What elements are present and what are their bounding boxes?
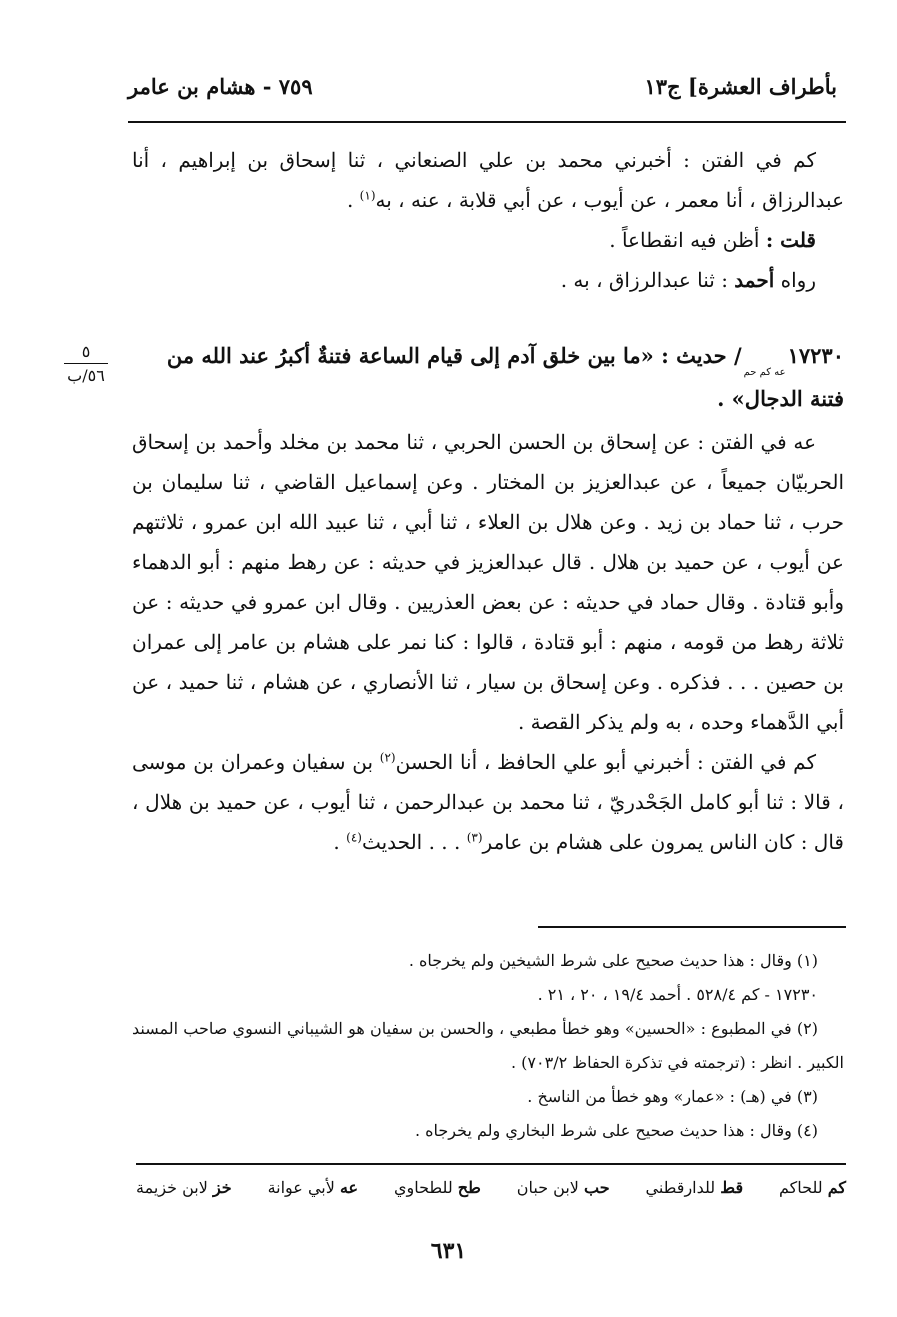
margin-folio-note (58, 343, 114, 386)
paragraph-4: عه في الفتن : عن إسحاق بن الحسن الحربي ، ثنا محمد بن مخلد وأحمد بن إسحاق الحربيّان جميعاً ، عن عبدالعزيز بن المختار . وعن إسماعيل القاضي ، ثنا سليمان بن حرب ، ثنا حماد بن زيد . وعن هلال بن العلاء ، ثنا أبي ، ثنا عبيد الله ابن عمرو ، ثلاثتهم عن أيوب ، عن حميد بن هلال . قال عبدالعزيز في حديثه : عن رهط منهم : أبو الدهماء وأبو قتادة . وقال حماد في حديثه : عن بعض العذريين . وقال ابن عمرو في حديثه : عن ثلاثة رهط من قومه ، منهم : أبو قتادة ، قالوا : كنا نمر على هشام بن عامر إلى عمران بن حصين . . . فذكره . وعن إسحاق بن سيار ، ثنا الأنصاري ، عن هشام ، ثنا حميد ، عن أبي الدَّهماء وحده ، به ولم يذكر القصة . (132, 430, 845, 734)
key-abbr: طح (457, 1178, 481, 1197)
key-abbr: حب (584, 1178, 610, 1197)
footnote-2: (٢) في المطبوع : «الحسين» وهو خطأ مطبعي ، والحسن بن سفيان هو الشيباني النسوي صاحب المسند الكبير . انظر : (ترجمته في تذكرة الحفاظ ٧٠٣/٢) . (132, 1019, 844, 1072)
key-name: لابن خزيمة (136, 1178, 208, 1197)
paragraph-3-pre: رواه (774, 268, 816, 292)
paragraph-1-end: . (346, 188, 360, 212)
page-number: ٦٣١ (430, 1238, 467, 1264)
footnote-3: (٣) في (هـ) : «عمار» وهو خطأ من الناسخ . (527, 1087, 818, 1106)
key-rule (136, 1163, 846, 1165)
key-item (394, 1178, 481, 1197)
paragraph-3-bold: أحمد (734, 268, 775, 292)
key-name: للطحاوي (393, 1178, 453, 1197)
footnote-1: (١) وقال : هذا حديث صحيح على شرط الشيخين ولم يخرجاه . (408, 951, 818, 970)
footnote-rule (538, 926, 846, 928)
paragraph-2-text: أظن فيه انقطاعاً . (609, 228, 766, 252)
sigla-key (136, 1178, 846, 1197)
key-name: لابن حبان (516, 1178, 579, 1197)
key-abbr: قط (720, 1178, 744, 1197)
paragraph-2-label: قلت : (765, 228, 816, 252)
key-abbr: كم (827, 1178, 846, 1197)
key-item (268, 1178, 359, 1197)
key-name: لأبي عوانة (267, 1178, 335, 1197)
footnote-source: ١٧٢٣٠ - كم ٥٢٨/٤ . أحمد ١٩/٤ ، ٢٠ ، ٢١ . (537, 985, 818, 1004)
paragraph-3-text: : ثنا عبدالرزاق ، به . (560, 268, 735, 292)
key-item (646, 1178, 744, 1197)
footnote-ref-2: (٢) (379, 750, 396, 765)
key-item (517, 1178, 610, 1197)
paragraph-5-text-b: بن سفيان وعمران بن موسى ، قالا : ثنا أبو كامل الجَحْدريّ ، ثنا محمد بن عبدالرحمن ، ثنا أيوب ، عن حميد بن هلال ، قال : كان الناس يمرون على هشام بن عامر (132, 750, 844, 854)
body-lower (132, 422, 844, 862)
margin-note-bottom: ٥٦/ب (67, 366, 105, 385)
running-header-section: ٧٥٩ - هشام بن عامر (128, 74, 313, 99)
key-abbr: خز (212, 1178, 232, 1197)
hadith-text: / حديث : «ما بين خلق آدم إلى قيام الساعة فتنةٌ أكبرُ عند الله من فتنة الدجال» . (166, 343, 844, 411)
margin-note-divider (64, 363, 108, 364)
margin-note-top: ٥ (81, 342, 91, 361)
paragraph-5-text-a: كم في الفتن : أخبرني أبو علي الحافظ ، أنا الحسن (395, 750, 816, 774)
paragraph-3 (132, 260, 844, 300)
key-item (779, 1178, 846, 1197)
footnotes (132, 944, 844, 1148)
footnote-4: (٤) وقال : هذا حديث صحيح على شرط البخاري ولم يخرجاه . (414, 1121, 818, 1140)
hadith-block (132, 337, 844, 418)
hadith-number: ١٧٢٣٠ (787, 343, 844, 368)
footnote-ref-3: (٣) (466, 830, 483, 845)
key-name: للحاكم (779, 1178, 823, 1197)
body-upper (132, 140, 844, 300)
paragraph-1-text: كم في الفتن : أخبرني محمد بن علي الصنعاني ، ثنا إسحاق بن إبراهيم ، أنا عبدالرزاق ، أنا معمر ، عن أيوب ، عن أبي قلابة ، عنه ، به (132, 148, 844, 212)
paragraph-5-text-c: . . . الحديث (361, 830, 467, 854)
paragraph-2 (132, 220, 844, 260)
paragraph-5 (132, 742, 844, 862)
key-name: للدارقطني (645, 1178, 716, 1197)
paragraph-5-end: . (333, 830, 347, 854)
footnote-ref-1: (١) (359, 188, 376, 203)
paragraph-1 (132, 140, 844, 220)
running-header-book: بأطراف العشرة] ج١٣ (644, 74, 837, 99)
key-abbr: عه (339, 1178, 359, 1197)
hadith-heading (132, 337, 844, 418)
hadith-sigla: عه كم حم (743, 367, 786, 378)
header-rule (128, 121, 846, 123)
footnote-ref-4: (٤) (346, 830, 362, 845)
key-item (136, 1178, 232, 1197)
